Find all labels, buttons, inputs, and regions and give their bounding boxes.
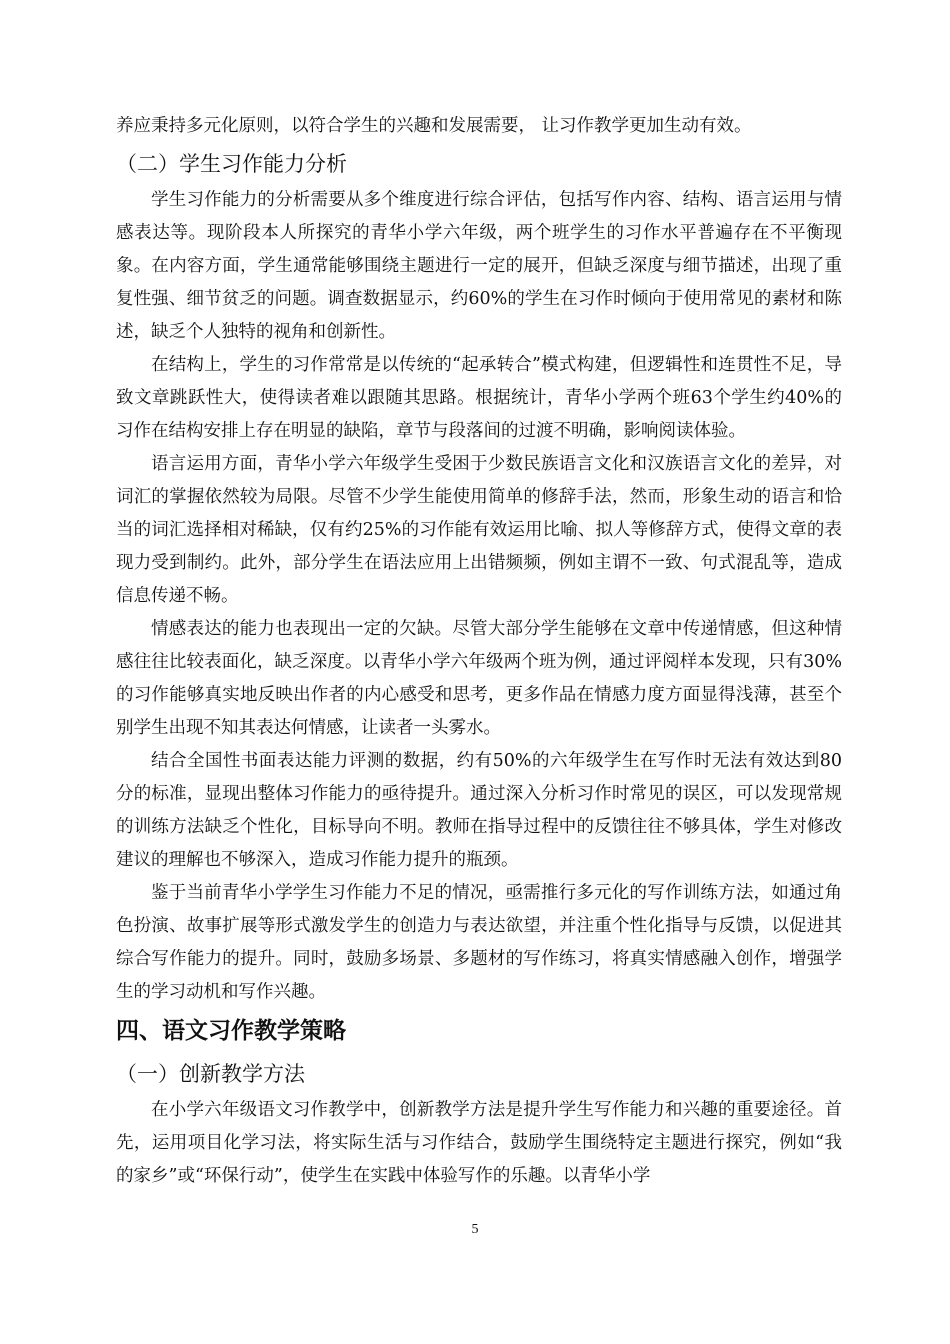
paragraph: 在小学六年级语文习作教学中，创新教学方法是提升学生写作能力和兴趣的重要途径。首先，运用项目化学习法，将实际生活与习作结合，鼓励学生围绕特定主题进行探究，例如“我的家乡”或“环保行动”，使学生在实践中体验写作的乐趣。以青华小学 [116, 1100, 842, 1186]
paragraph: 鉴于当前青华小学学生习作能力不足的情况，亟需推行多元化的写作训练方法，如通过角色扮演、故事扩展等形式激发学生的创造力与表达欲望，并注重个性化指导与反馈，以促进其综合写作能力的提升。同时，鼓励多场景、多题材的写作练习，将真实情感融入创作，增强学生的学习动机和写作兴趣。 [116, 883, 842, 1002]
section-heading-innovative-methods: （一）创新教学方法 [116, 1062, 305, 1086]
paragraph: 情感表达的能力也表现出一定的欠缺。尽管大部分学生能够在文章中传递情感，但这种情感往往比较表面化，缺乏深度。以青华小学六年级两个班为例，通过评阅样本发现，只有30%的习作能够真实地反映出作者的内心感受和思考，更多作品在情感力度方面显得浅薄，甚至个别学生出现不知其表达何情感，让读者一头雾水。 [116, 619, 842, 738]
paragraph: 结合全国性书面表达能力评测的数据，约有50%的六年级学生在写作时无法有效达到80分的标准，显现出整体习作能力的亟待提升。通过深入分析习作时常见的误区，可以发现常规的训练方法缺乏个性化，目标导向不明。教师在指导过程中的反馈往往不够具体，学生对修改建议的理解也不够深入，造成习作能力提升的瓶颈。 [116, 751, 842, 870]
paragraph: 学生习作能力的分析需要从多个维度进行综合评估，包括写作内容、结构、语言运用与情感表达等。现阶段本人所探究的青华小学六年级，两个班学生的习作水平普遍存在不平衡现象。在内容方面，学生通常能够围绕主题进行一定的展开，但缺乏深度与细节描述，出现了重复性强、细节贫乏的问题。调查数据显示，约60%的学生在习作时倾向于使用常见的素材和陈述，缺乏个人独特的视角和创新性。 [116, 190, 842, 342]
document-body [116, 110, 842, 1193]
continued-paragraph: 养应秉持多元化原则，以符合学生的兴趣和发展需要， 让习作教学更加生动有效。 [116, 116, 752, 136]
paragraph: 语言运用方面，青华小学六年级学生受困于少数民族语言文化和汉族语言文化的差异，对词汇的掌握依然较为局限。尽管不少学生能使用简单的修辞手法，然而，形象生动的语言和恰当的词汇选择相对稀缺，仅有约25%的习作能有效运用比喻、拟人等修辞方式，使得文章的表现力受到制约。此外，部分学生在语法应用上出错频频，例如主谓不一致、句式混乱等，造成信息传递不畅。 [116, 454, 842, 606]
page-number: 5 [471, 1222, 479, 1237]
section-heading-student-writing-analysis: （二）学生习作能力分析 [116, 152, 347, 176]
chapter-heading-teaching-strategies: 四、语文习作教学策略 [116, 1018, 346, 1044]
paragraph: 在结构上，学生的习作常常是以传统的“起承转合”模式构建，但逻辑性和连贯性不足，导致文章跳跃性大，使得读者难以跟随其思路。根据统计，青华小学两个班63个学生约40%的习作在结构安排上存在明显的缺陷，章节与段落间的过渡不明确，影响阅读体验。 [116, 355, 842, 441]
